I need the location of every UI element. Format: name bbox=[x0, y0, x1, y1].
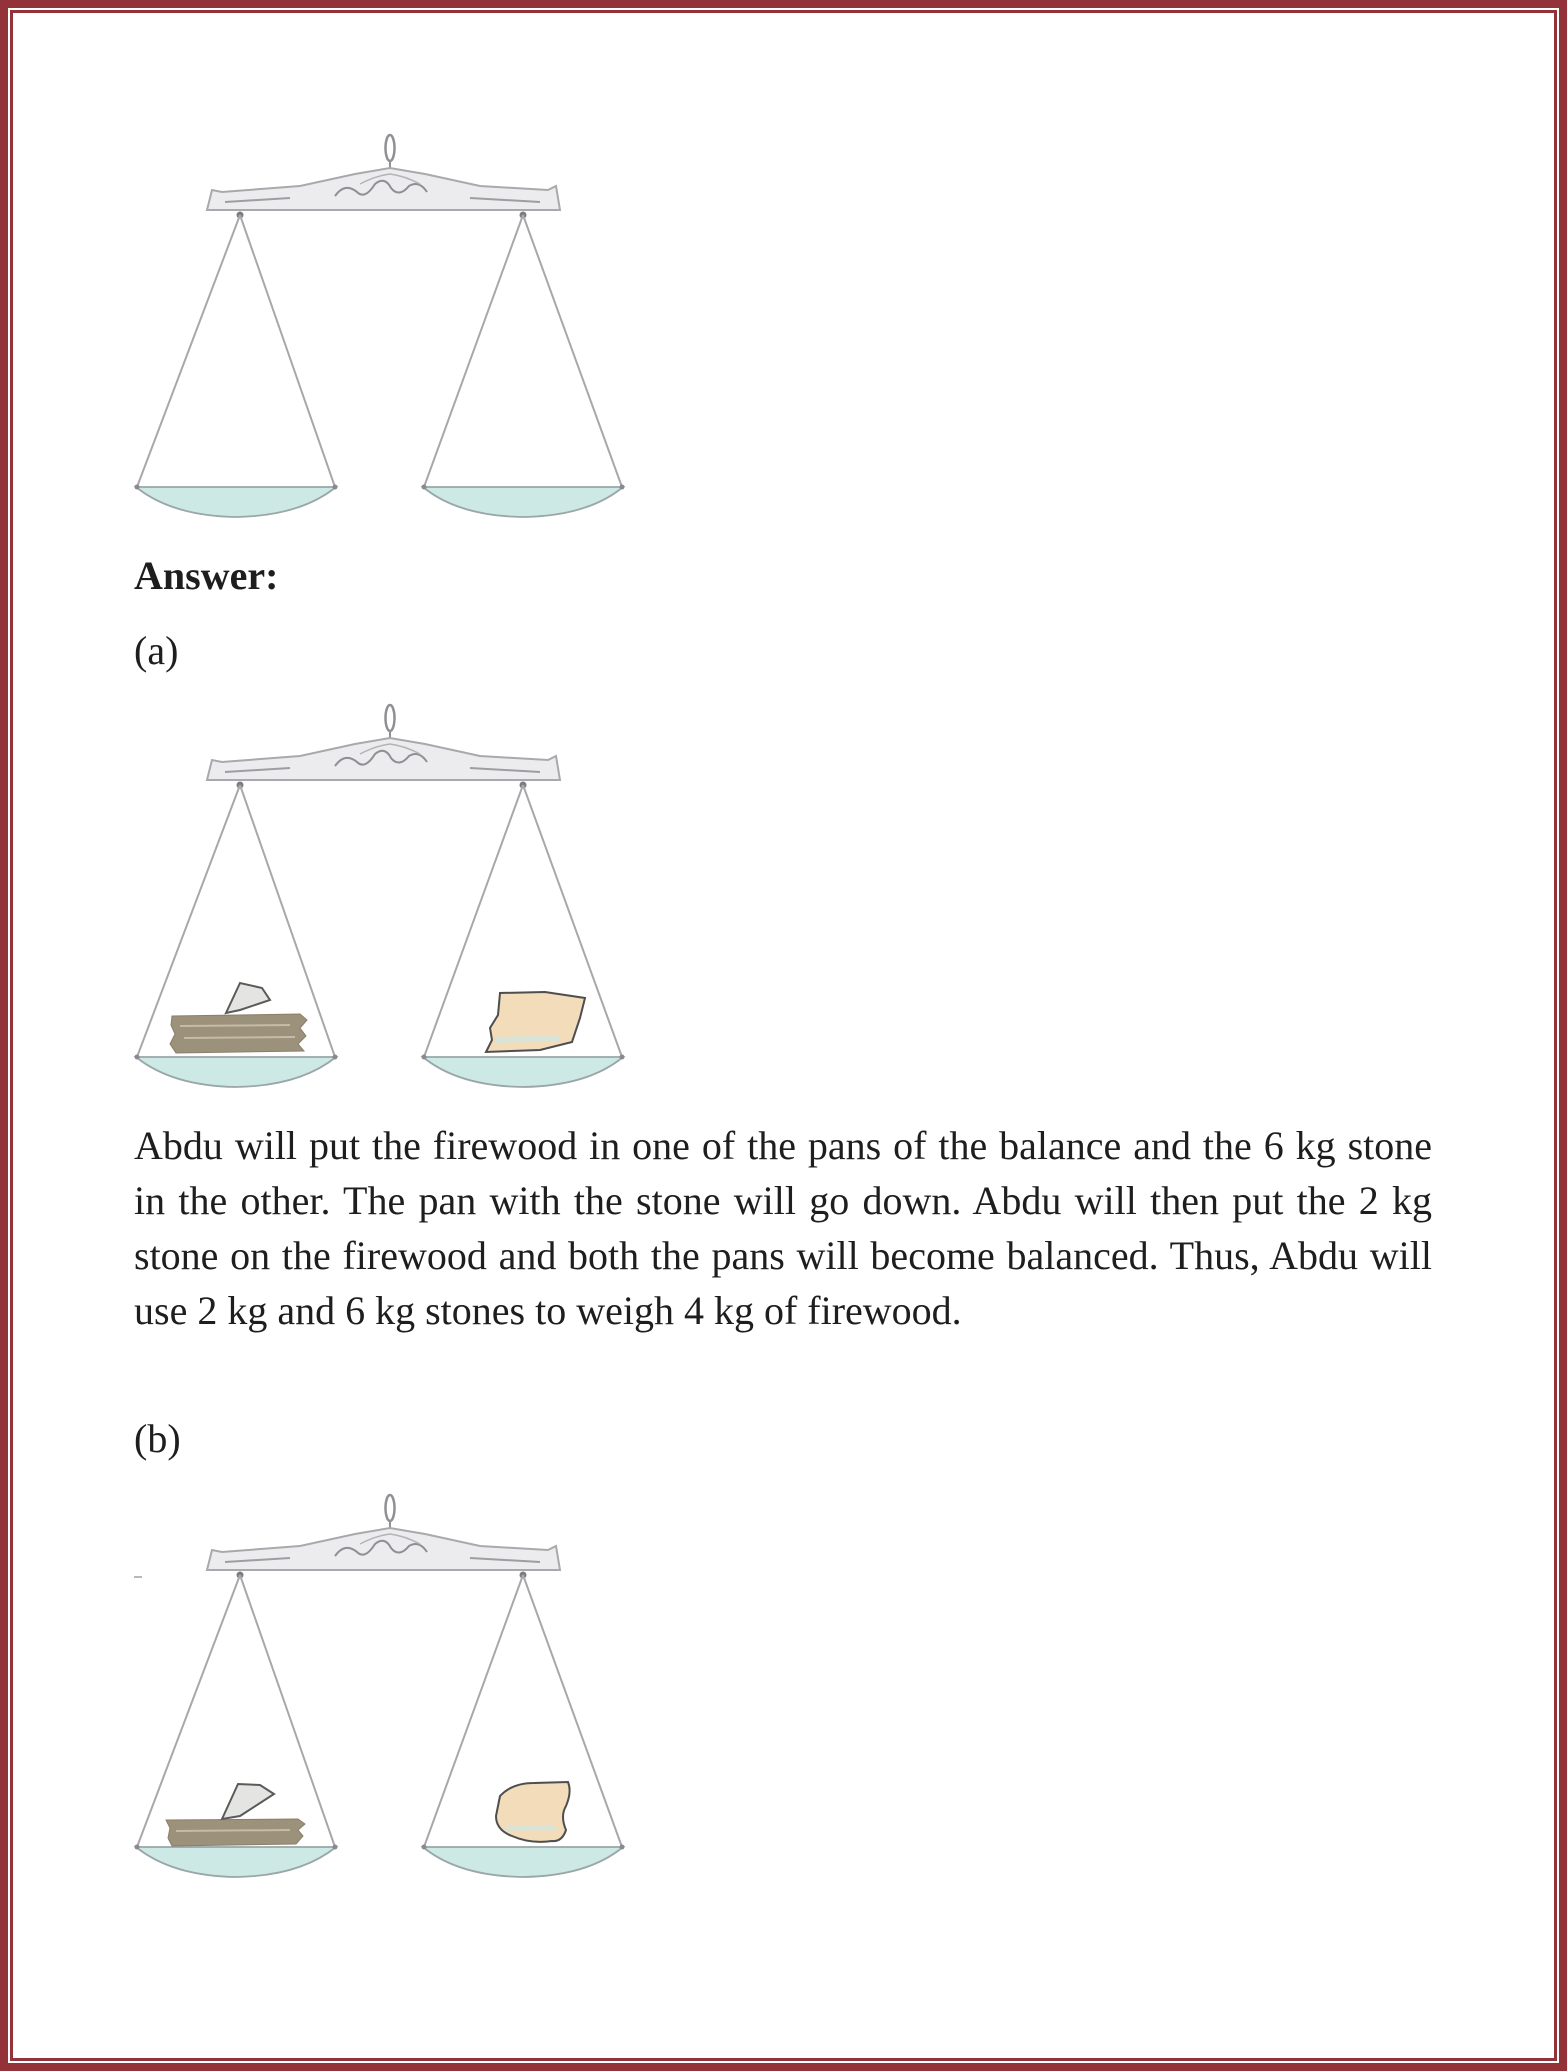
part-b-label: (b) bbox=[134, 1416, 181, 1461]
part-a-explanation: Abdu will put the firewood in one of the pans of the balance and the 6 kg stone in the other. The pan with the stone will go down. Abdu will then put the 2 kg stone on the firewood and both the pans will become balanced. Thus, Abdu will use 2 kg and 6 kg stones to weigh 4 kg of firewood. bbox=[134, 1123, 1432, 1333]
answer-heading: Answer: bbox=[134, 553, 279, 598]
large-stone-icon bbox=[486, 992, 585, 1052]
balance-figure-b bbox=[130, 1490, 630, 1885]
firewood-icon bbox=[170, 1014, 307, 1053]
part-a-label: (a) bbox=[134, 628, 179, 673]
balance-scale-icon bbox=[135, 135, 625, 517]
small-stone-icon bbox=[222, 1784, 274, 1819]
small-stone-icon bbox=[226, 983, 270, 1013]
firewood-icon bbox=[166, 1819, 305, 1846]
stone-icon bbox=[496, 1782, 570, 1842]
balance-figure-empty bbox=[130, 130, 630, 525]
balance-figure-a bbox=[130, 700, 630, 1095]
